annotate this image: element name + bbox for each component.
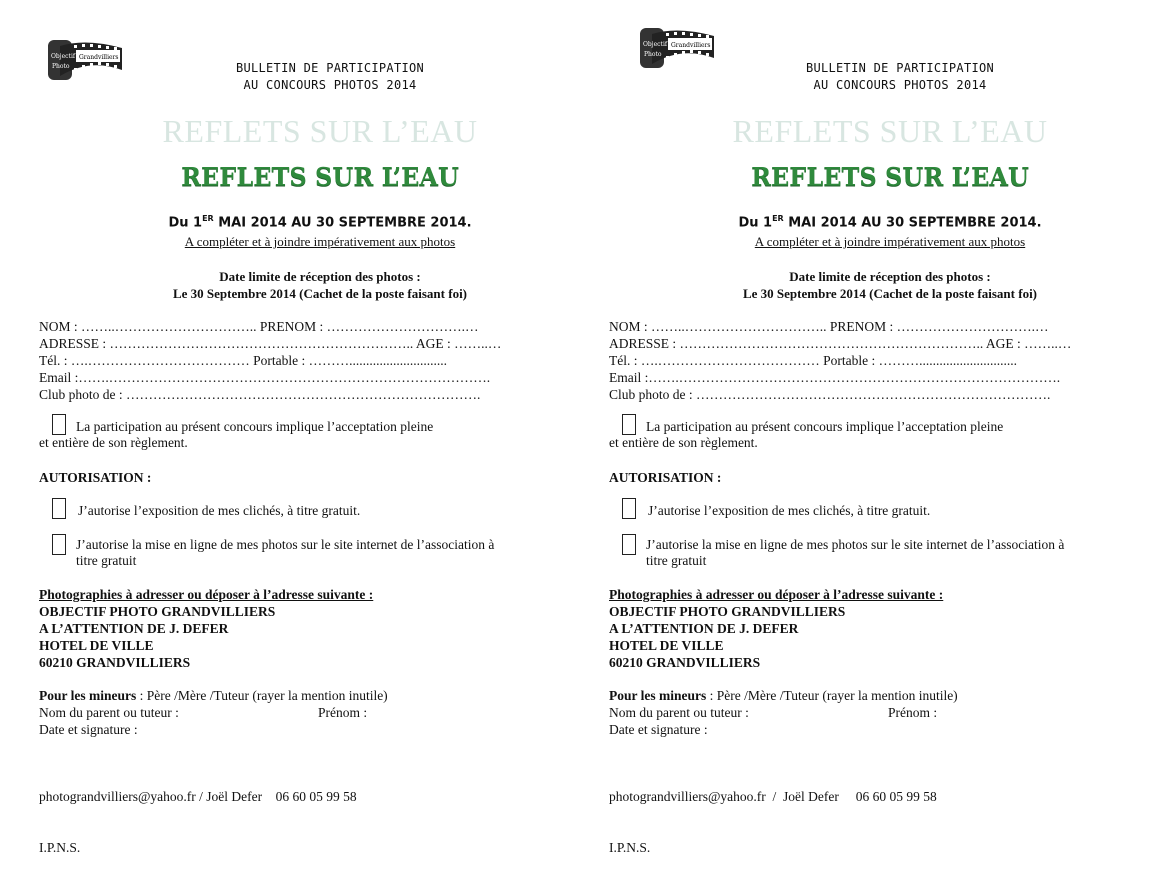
online-checkbox[interactable] <box>52 534 66 555</box>
form-page-right <box>570 0 1130 855</box>
heading-line1: BULLETIN DE PARTICIPATION <box>235 61 425 75</box>
autorisation-title: AUTORISATION : <box>39 470 152 485</box>
film-logo-icon <box>46 36 124 86</box>
field-nom[interactable]: NOM : ……..………………………….. PRENOM : ………………………….… <box>39 319 479 334</box>
field-club[interactable]: Club photo de : ……………………………………………………………………. <box>39 387 481 402</box>
field-club[interactable]: Club photo de : ……………………………………………………………………. <box>609 387 1051 402</box>
minors-block: Pour les mineurs : Père /Mère /Tuteur (rayer la mention inutile) Nom du parent ou tuteur : Prénom : Date et signature : <box>39 688 388 737</box>
subtitle: A compléter et à joindre impérativement aux photos <box>754 234 1026 249</box>
contest-dates: Du 1ER MAI 2014 AU 30 SEPTEMBRE 2014. <box>168 214 472 231</box>
deadline: Date limite de réception des photos : Le 30 Septembre 2014 (Cachet de la poste faisant foi) <box>742 269 1038 301</box>
auth-exposition-text: J’autorise l’exposition de mes clichés, à titre gratuit. <box>648 503 931 518</box>
auth-online-text: J’autorise la mise en ligne de mes photos sur le site internet de l’association à titre gratuit <box>76 537 495 568</box>
participation-text: La participation au présent concours implique l’acceptation pleine et entière de son règlement. <box>39 419 434 450</box>
contact-fields <box>39 318 519 403</box>
film-logo-icon <box>638 24 716 74</box>
field-tel[interactable]: Tél. : ….……………………………… Portable : ………............................. <box>39 353 447 368</box>
contest-dates: Du 1ER MAI 2014 AU 30 SEPTEMBRE 2014. <box>738 214 1042 231</box>
logo-text-photo: Photo <box>52 63 70 70</box>
contact-line: photograndvilliers@yahoo.fr / Joël Defer 06 60 05 99 58 I.P.N.S. <box>39 789 357 855</box>
logo-text-photo: Photo <box>644 51 662 58</box>
form-heading <box>710 60 1090 94</box>
form-heading <box>140 60 520 94</box>
field-adresse[interactable]: ADRESSE : ………………………………………………………….. AGE : ……..… <box>609 336 1072 351</box>
form-page-left <box>0 0 560 855</box>
deadline: Date limite de réception des photos : Le 30 Septembre 2014 (Cachet de la poste faisant foi) <box>172 269 468 301</box>
field-email[interactable]: Email :…….…………………………………………………………………………. <box>609 370 1061 385</box>
autorisation-title: AUTORISATION : <box>609 470 722 485</box>
subtitle: A compléter et à joindre impérativement aux photos <box>184 234 456 249</box>
heading-line2: AU CONCOURS PHOTOS 2014 <box>813 78 987 92</box>
heading-line2: AU CONCOURS PHOTOS 2014 <box>243 78 417 92</box>
contact-line: photograndvilliers@yahoo.fr / Joël Defer 06 60 05 99 58 I.P.N.S. <box>609 789 937 855</box>
heading-line1: BULLETIN DE PARTICIPATION <box>805 61 995 75</box>
auth-exposition-text: J’autorise l’exposition de mes clichés, à titre gratuit. <box>78 503 361 518</box>
contact-fields <box>609 318 1089 403</box>
ghost-title: REFLETS SUR L’EAU <box>732 113 1048 149</box>
ghost-title: REFLETS SUR L’EAU <box>162 113 478 149</box>
address-block: Photographies à adresser ou déposer à l’adresse suivante : OBJECTIF PHOTO GRANDVILLIERS A L’ATTENTION DE J. DEFER HOTEL DE VILLE 60210 GRANDVILLIERS <box>609 587 944 670</box>
logo-text-objectif: Objectif <box>51 53 76 60</box>
logo-text-grandvilliers: Grandvilliers <box>671 42 711 49</box>
logo-text-objectif: Objectif <box>643 41 668 48</box>
auth-online-text: J’autorise la mise en ligne de mes photos sur le site internet de l’association à titre gratuit <box>646 537 1065 568</box>
contest-title: REFLETS SUR L’EAU <box>751 161 1029 192</box>
field-tel[interactable]: Tél. : ….……………………………… Portable : ………............................. <box>609 353 1017 368</box>
address-block: Photographies à adresser ou déposer à l’adresse suivante : OBJECTIF PHOTO GRANDVILLIERS A L’ATTENTION DE J. DEFER HOTEL DE VILLE 60210 GRANDVILLIERS <box>39 587 374 670</box>
online-checkbox[interactable] <box>622 534 636 555</box>
logo-text-grandvilliers: Grandvilliers <box>79 54 119 61</box>
field-email[interactable]: Email :…….…………………………………………………………………………. <box>39 370 491 385</box>
field-adresse[interactable]: ADRESSE : ………………………………………………………….. AGE : ……..… <box>39 336 502 351</box>
minors-block: Pour les mineurs : Père /Mère /Tuteur (rayer la mention inutile) Nom du parent ou tuteur : Prénom : Date et signature : <box>609 688 958 737</box>
contest-title: REFLETS SUR L’EAU <box>181 161 459 192</box>
field-nom[interactable]: NOM : ……..………………………….. PRENOM : ………………………….… <box>609 319 1049 334</box>
participation-text: La participation au présent concours implique l’acceptation pleine et entière de son règlement. <box>609 419 1004 450</box>
